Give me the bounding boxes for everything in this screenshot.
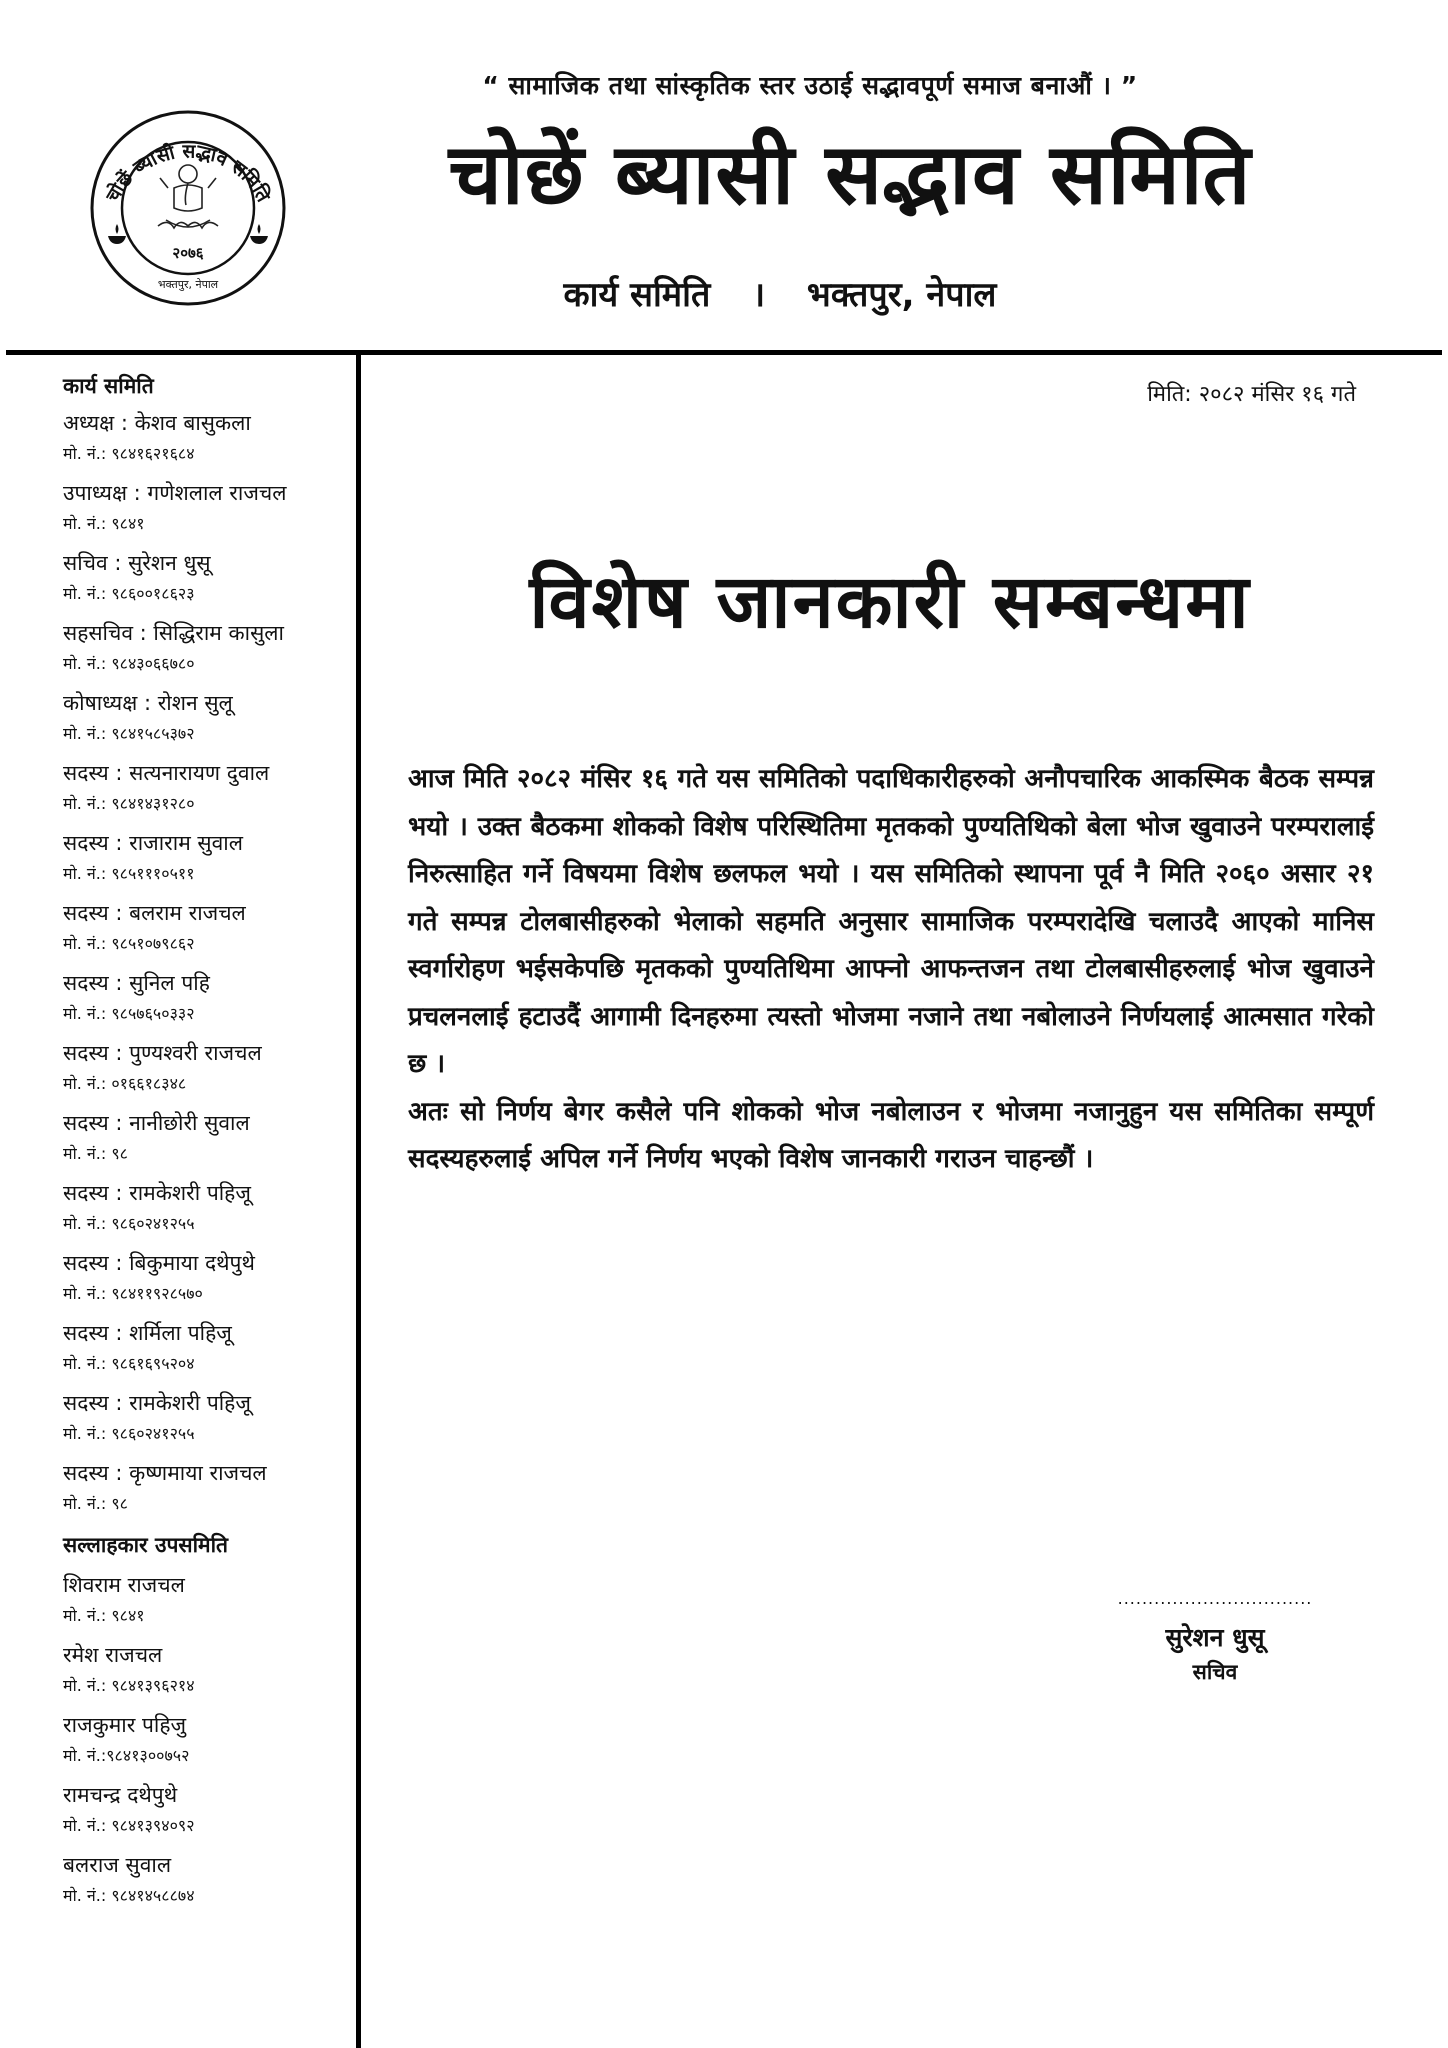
member-name: सदस्य : बिकुमाया दथेपुथे	[63, 1251, 255, 1275]
advisor-phone: मो. नं.: ९८४१	[63, 1606, 145, 1625]
member-name: अध्यक्ष : केशव बासुकला	[63, 411, 251, 435]
member-name: सदस्य : सत्यनारायण दुवाल	[63, 761, 270, 785]
svg-text:भक्तपुर, नेपाल: भक्तपुर, नेपाल	[157, 278, 219, 291]
svg-text:चोछें ब्यासी सद्भाव समिति: चोछें ब्यासी सद्भाव समिति	[101, 140, 275, 206]
ganesh-emblem-icon	[88, 108, 288, 308]
member-name: सदस्य : नानीछोरी सुवाल	[63, 1111, 250, 1135]
member-entry	[63, 618, 348, 688]
subtitle-separator: ।	[752, 275, 766, 315]
signatory-name: सुरेशन धुसू	[1165, 1623, 1265, 1652]
subtitle-location: भक्तपुर, नेपाल	[806, 275, 997, 315]
member-name: सचिव : सुरेशन धुसू	[63, 551, 211, 575]
member-phone: मो. नं.: ९८४१६२१६८४	[63, 444, 195, 463]
advisor-phone: मो. नं.: ९८४१३९४०९२	[63, 1816, 195, 1835]
member-name: सदस्य : शर्मिला पहिजू	[63, 1321, 232, 1345]
member-entry	[63, 898, 348, 968]
member-entry	[63, 408, 348, 478]
letter-title: विशेष जानकारी सम्बन्धमा	[529, 559, 1251, 645]
member-phone: मो. नं.: ९८५१०७९८६२	[63, 934, 195, 953]
letter-body	[408, 756, 1374, 1184]
advisor-phone: मो. नं.: ९८४१४५८८७४	[63, 1886, 195, 1905]
member-name: सदस्य : बलराम राजचल	[63, 901, 246, 925]
member-phone: मो. नं.: ०१६६१८३४८	[63, 1074, 187, 1093]
member-entry	[63, 1178, 348, 1248]
member-phone: मो. नं.: ९८	[63, 1144, 128, 1163]
member-entry	[63, 1318, 348, 1388]
advisor-entry	[63, 1850, 348, 1920]
member-entry	[63, 478, 348, 548]
member-name: उपाध्यक्ष : गणेशलाल राजचल	[63, 481, 287, 505]
advisor-name: राजकुमार पहिजु	[63, 1713, 187, 1737]
member-phone: मो. नं.: ९८४११९२८५७०	[63, 1284, 203, 1303]
member-name: सदस्य : रामकेशरी पहिजू	[63, 1181, 251, 1205]
member-phone: मो. नं.: ९८६००१८६२३	[63, 584, 195, 603]
member-name: कोषाध्यक्ष : रोशन सुलू	[63, 691, 233, 715]
member-name: सहसचिव : सिद्धिराम कासुला	[63, 621, 284, 645]
member-entry	[63, 1108, 348, 1178]
member-entry	[63, 828, 348, 898]
signature-block	[1080, 1590, 1350, 1686]
member-name: सदस्य : कृष्णमाया राजचल	[63, 1461, 267, 1485]
member-phone: मो. नं.: ९८६०२४१२५५	[63, 1214, 195, 1233]
advisory-heading: सल्लाहकार उपसमिति	[63, 1533, 228, 1557]
signature-line: ................................	[1117, 1589, 1313, 1608]
organization-seal-logo	[88, 108, 288, 308]
member-entry	[63, 1388, 348, 1458]
advisor-entry	[63, 1780, 348, 1850]
advisor-entry	[63, 1710, 348, 1780]
advisor-name: रामचन्द्र दथेपुथे	[63, 1783, 178, 1807]
member-entry	[63, 1038, 348, 1108]
member-name: सदस्य : सुनिल पहि	[63, 971, 210, 995]
member-name: सदस्य : रामकेशरी पहिजू	[63, 1391, 251, 1415]
advisor-name: बलराज सुवाल	[63, 1853, 172, 1877]
body-paragraph-2: अतः सो निर्णय बेगर कसैले पनि शोकको भोज नबोलाउन र भोजमा नजानुहुन यस समितिका सम्पूर्ण सदस्यहरुलाई अपिल गर्ने निर्णय भएको विशेष जानकारी गराउन चाहन्छौं ।	[408, 1096, 1374, 1174]
slogan: “ सामाजिक तथा सांस्कृतिक स्तर उठाई सद्भावपूर्ण समाज बनाऔं । ”	[482, 71, 1138, 100]
member-phone: मो. नं.: ९८६०२४१२५५	[63, 1424, 195, 1443]
sidebar-committee-list	[63, 372, 348, 1920]
member-entry	[63, 548, 348, 618]
member-entry	[63, 1458, 348, 1528]
member-phone: मो. नं.: ९८	[63, 1494, 128, 1513]
committee-heading: कार्य समिति	[63, 374, 154, 398]
sidebar-divider	[356, 350, 361, 2048]
subtitle-committee: कार्य समिति	[563, 275, 711, 315]
advisor-name: शिवराम राजचल	[63, 1573, 185, 1597]
member-phone: मो. नं.: ९८४३०६६७८०	[63, 654, 195, 673]
letter-date: मिति: २०८२ मंसिर १६ गते	[1147, 382, 1356, 407]
member-name: सदस्य : पुण्यश्वरी राजचल	[63, 1041, 262, 1065]
body-paragraph-1: आज मिति २०८२ मंसिर १६ गते यस समितिको पदाधिकारीहरुको अनौपचारिक आकस्मिक बैठक सम्पन्न भयो । उक्त बैठकमा शोकको विशेष परिस्थितिमा मृतकको पुण्यतिथिको बेला भोज खुवाउने परम्परालाई निरुत्साहित गर्ने विषयमा विशेष छलफल भयो । यस समितिको स्थापना पूर्व नै मिति २०६० असार २१ गते सम्पन्न टोलबासीहरुको भेलाको सहमति अनुसार सामाजिक परम्परादेखि चलाउदै आएको मानिस स्वर्गारोहण भईसकेपछि मृतकको पुण्यतिथिमा आफ्नो आफन्तजन तथा टोलबासीहरुलाई भोज खुवाउने प्रचलनलाई हटाउदैं आगामी दिनहरुमा त्यस्तो भोजमा नजाने तथा नबोलाउने निर्णयलाई आत्मसात गरेको छ ।	[408, 764, 1374, 1079]
svg-text:२०७६: २०७६	[172, 244, 204, 262]
member-phone: मो. नं.: ९८५१११०५११	[63, 864, 195, 883]
advisor-entry	[63, 1640, 348, 1710]
member-phone: मो. नं.: ९८४१५८५३७२	[63, 724, 195, 743]
member-name: सदस्य : राजाराम सुवाल	[63, 831, 243, 855]
member-entry	[63, 688, 348, 758]
organization-name: चोछें ब्यासी सद्भाव समिति	[448, 125, 1252, 223]
signatory-designation: सचिव	[1192, 1660, 1238, 1684]
member-phone: मो. नं.: ९८६१६९५२०४	[63, 1354, 195, 1373]
advisor-phone: मो. नं.:९८४१३००७५२	[63, 1746, 190, 1765]
member-entry	[63, 968, 348, 1038]
advisor-phone: मो. नं.: ९८४१३९६२१४	[63, 1676, 195, 1695]
advisor-entry	[63, 1570, 348, 1640]
member-phone: मो. नं.: ९८५७६५०३३२	[63, 1004, 195, 1023]
member-phone: मो. नं.: ९८४१४३१२८०	[63, 794, 195, 813]
organization-subtitle	[430, 270, 1130, 316]
member-phone: मो. नं.: ९८४१	[63, 514, 145, 533]
header-divider	[6, 350, 1442, 355]
advisor-name: रमेश राजचल	[63, 1643, 163, 1667]
member-entry	[63, 1248, 348, 1318]
member-entry	[63, 758, 348, 828]
